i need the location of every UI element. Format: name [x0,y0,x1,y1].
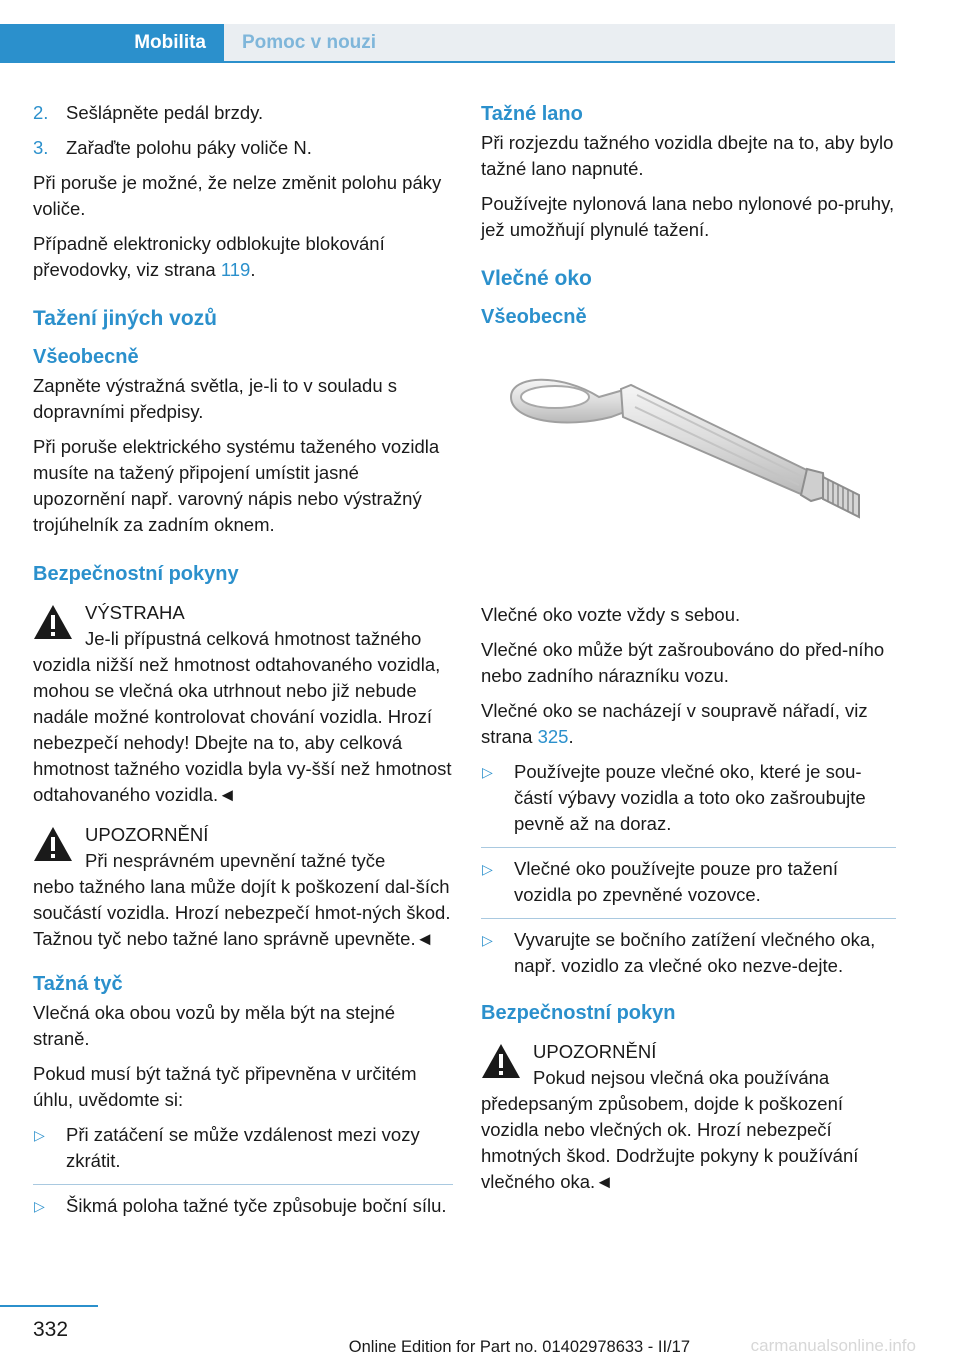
notice-block [481,1039,896,1195]
bullet-text: Používejte pouze vlečné oko, které je sou‐částí výbavy vozidla a toto oko zašroubujte pevně až na doraz. [514,761,866,834]
bullet-text: Vyvarujte se bočního zatížení vlečného oka, např. vozidlo za vlečné oko nezve‐dejte. [514,929,876,976]
bullet-triangle-icon: ▷ [482,932,493,948]
notice-first-line: Při nesprávném upevnění tažné tyče [85,850,386,871]
step-number: 2. [33,102,49,123]
paragraph: Používejte nylonová lana nebo nylonové po‐pruhy, jež umožňují plynulé tažení. [481,193,895,240]
step-text: Sešlápněte pedál brzdy. [66,102,264,123]
notice-text: nebo tažného lana může dojít k poškození dal‐ších součástí vozidla. Hrozí nebezpečí hmot‐ných škod. Tažnou tyč nebo tažné lano správně upevněte.◄ [33,876,451,949]
step-item [33,100,453,126]
step-text: Zařaďte polohu páky voliče N. [66,137,312,158]
warning-triangle-icon [33,826,73,862]
right-column [481,100,896,1209]
subheading-tow-bar: Tažná tyč [33,973,123,995]
warning-triangle-icon [481,1043,521,1079]
bullet-text: Šikmá poloha tažné tyče způsobuje boční sílu. [66,1195,447,1216]
subheading-general: Všeobecně [481,306,587,328]
bullet-divider [33,1184,453,1185]
bullet-triangle-icon: ▷ [482,764,493,780]
bullet-item [481,759,896,837]
paragraph-end: . [568,726,574,747]
notice-title: UPOZORNĚNÍ [85,824,209,845]
paragraph-text: Případně elektronicky odblokujte blokování převodovky, viz strana [33,233,385,280]
paragraph: Pokud musí být tažná tyč připevněna v určitém úhlu, uvědomte si: [33,1063,417,1110]
paragraph: Při poruše je možné, že nelze změnit polohu páky voliče. [33,172,442,219]
subheading-safety-note: Bezpečnostní pokyn [481,1002,676,1024]
bullet-text: Při zatáčení se může vzdálenost mezi vozy zkrátit. [66,1124,420,1171]
section-heading-towing-eye: Vlečné oko [481,267,592,290]
paragraph-end: . [250,259,256,280]
notice-block [33,822,453,952]
bullet-item [33,1193,453,1219]
paragraph-with-link [33,231,453,283]
towing-eye-illustration [481,345,896,575]
step-item [33,135,453,161]
bullet-item [481,856,896,908]
notice-text: předepsaným způsobem, dojde k poškození vozidla nebo vlečných ok. Hrozí nebezpečí hmotných škod. Dodržujte pokyny k používání vlečného oka.◄ [481,1093,859,1192]
warning-block [33,600,453,808]
page-header [0,0,895,62]
edition-note: Online Edition for Part no. 01402978633 - II/17 [348,1338,690,1356]
footer-divider [0,1305,98,1307]
paragraph: Při poruše elektrického systému taženého vozidla musíte na tažený připojení umístit jasné upozornění např. varovný nápis nebo výstražný trojúhelník za zadním oknem. [33,436,440,535]
warning-text: vozidla nižší než hmotnost odtahovaného vozidla, mohou se vlečná oka utrhnout nebo již nebude nadále možné kontrolovat chování vozidla. Hrozí nebezpečí nehody! Dbejte na to, aby celková hmotnost tažného vozidla byla vy‐šší než hmotnost odtahovaného vozidla.◄ [33,654,452,805]
bullet-item [33,1122,453,1174]
paragraph: Vlečná oka obou vozů by měla být na stejné straně. [33,1002,396,1049]
page-link-119[interactable]: 119 [220,259,251,280]
bullet-triangle-icon: ▷ [482,861,493,877]
bullet-item [481,927,896,979]
notice-title: UPOZORNĚNÍ [533,1041,657,1062]
paragraph: Vlečné oko může být zašroubováno do před‐ního nebo zadního nárazníku vozu. [481,639,885,686]
step-number: 3. [33,137,49,158]
page-link-325[interactable]: 325 [537,726,569,747]
warning-title: VÝSTRAHA [85,602,185,623]
paragraph: Při rozjezdu tažného vozidla dbejte na to, aby bylo tažné lano napnuté. [481,132,894,179]
page-number: 332 [33,1318,69,1341]
subheading-tow-rope: Tažné lano [481,103,583,125]
bullet-triangle-icon: ▷ [34,1127,45,1143]
warning-first-line: Je-li přípustná celková hmotnost tažného [85,628,422,649]
paragraph: Vlečné oko vozte vždy s sebou. [481,604,741,625]
section-tab-mobility[interactable]: Mobilita [0,24,224,62]
watermark-text: carmanualsonline.info [750,1336,916,1355]
paragraph-with-link [481,698,896,750]
left-column [33,100,453,1229]
section-heading-towing-others: Tažení jiných vozů [33,307,217,330]
subheading-safety-notes: Bezpečnostní pokyny [33,563,239,585]
section-tab-emergency-help[interactable]: Pomoc v nouzi [224,24,895,62]
bullet-text: Vlečné oko používejte pouze pro tažení vozidla po zpevněné vozovce. [514,858,838,905]
subheading-general: Všeobecně [33,346,139,368]
bullet-divider [481,918,896,919]
header-divider [0,61,895,63]
bullet-triangle-icon: ▷ [34,1198,45,1214]
notice-first-line: Pokud nejsou vlečná oka používána [533,1067,830,1088]
paragraph: Zapněte výstražná světla, je-li to v souladu s dopravními předpisy. [33,375,398,422]
warning-triangle-icon [33,604,73,640]
paragraph-text: Vlečné oko se nacházejí v soupravě nářadí, viz strana [481,700,868,747]
bullet-divider [481,847,896,848]
